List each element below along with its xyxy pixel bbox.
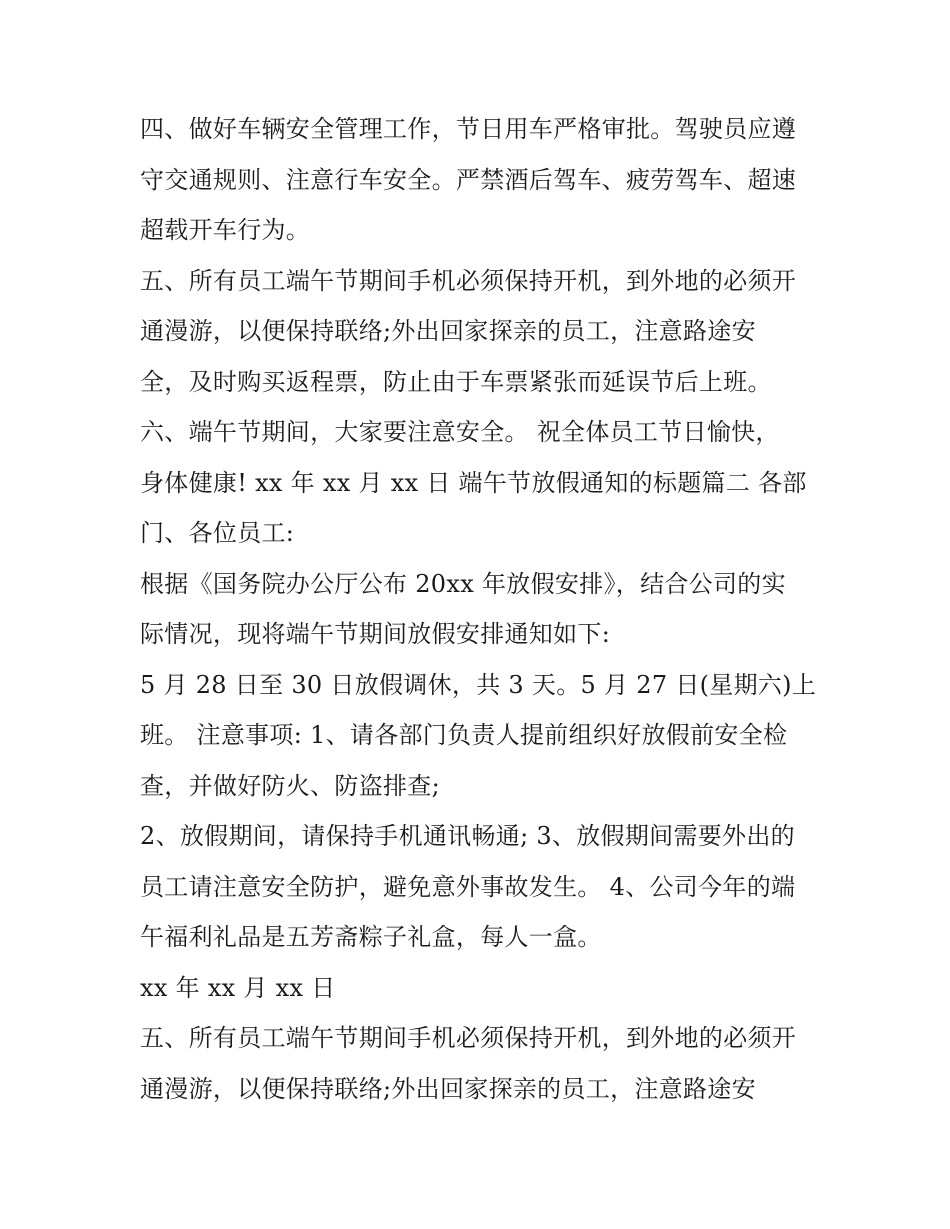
text-line: 午福利礼品是五芳斋粽子礼盒，每人一盒。 <box>140 923 602 951</box>
text-line: 员工请注意安全防护，避免意外事故发生。 4、公司今年的端 <box>140 872 796 901</box>
text-line: 根据《国务院办公厅公布 20xx 年放假安排》，结合公司的实 <box>140 569 786 598</box>
text-line: 2、放假期间，请保持手机通讯畅通; 3、放假期间需要外出的 <box>140 822 795 850</box>
text-line: 超载开车行为。 <box>140 216 311 244</box>
text-line: xx 年 xx 月 xx 日 <box>140 973 336 1002</box>
document-body <box>140 104 820 1114</box>
text-line: 六、端午节期间，大家要注意安全。 祝全体员工节日愉快， <box>140 418 780 446</box>
text-line: 际情况，现将端午节期间放假安排通知如下: <box>140 620 611 648</box>
text-line: 通漫游，以便保持联络;外出回家探亲的员工，注意路途安 <box>140 317 756 345</box>
text-line: 四、做好车辆安全管理工作，节日用车严格审批。驾驶员应遵 <box>140 115 797 143</box>
text-line: 5 月 28 日至 30 日放假调休，共 3 天。5 月 27 日(星期六)上 <box>140 670 817 699</box>
text-line: 查，并做好防火、防盗排查; <box>140 771 440 800</box>
text-line: 守交通规则、注意行车安全。严禁酒后驾车、疲劳驾车、超速 <box>140 165 797 194</box>
text-line: 门、各位员工: <box>140 519 295 547</box>
text-line: 身体健康! xx 年 xx 月 xx 日 端午节放假通知的标题篇二 各部 <box>140 468 807 497</box>
text-line: 班。 注意事项: 1、请各部门负责人提前组织好放假前安全检 <box>140 721 788 749</box>
text-line: 五、所有员工端午节期间手机必须保持开机，到外地的必须开 <box>140 1024 797 1052</box>
text-line: 全，及时购买返程票，防止由于车票紧张而延误节后上班。 <box>140 367 772 396</box>
text-line: 五、所有员工端午节期间手机必须保持开机，到外地的必须开 <box>140 266 797 295</box>
text-line: 通漫游，以便保持联络;外出回家探亲的员工，注意路途安 <box>140 1074 756 1103</box>
